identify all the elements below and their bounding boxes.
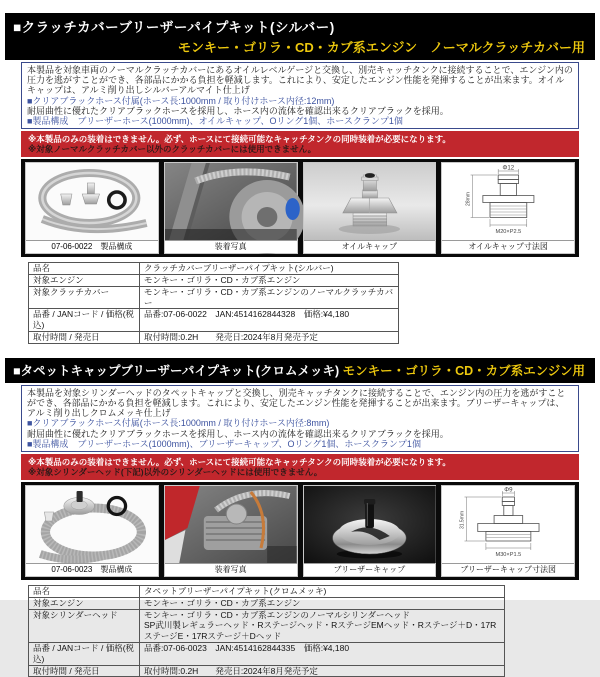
table-row [29,275,399,287]
section1-image-strip [21,159,579,257]
section2-composition: ■製品構成 ブリーザーホース(1000mm)、ブリーザーキャップ、Oリング1個、ホースクランプ1個 [27,438,421,449]
section1-hose-desc: 耐屈曲性に優れたクリアブラックホースを採用し、ホース内の流体を確認出来るクリアブラックを採用。 [27,105,449,116]
spec-value: タペットブリーザーパイプキット(クロムメッキ) [140,586,505,598]
section2-title: ■タペットキャップブリーザーパイプキット(クロムメッキ) [13,363,340,378]
section2-target-engines: モンキー・ゴリラ・CD・カブ系エンジン用 [342,363,585,378]
table-row [29,643,505,666]
breather-cap-dimension-drawing [442,486,574,563]
dim-height-label: 28mm [465,192,472,207]
spec-value: 品番:07-06-0022 JAN:4514162844328 価格:¥4,180 [140,309,399,332]
section2-warning-2: ※対象シリンダーヘッド(下記)以外のシリンダーヘッドには使用できません。 [28,467,323,478]
section2-kit-caption: 07-06-0023 製品構成 [26,563,158,576]
breather-cap-illustration [304,486,436,563]
spec-value: 品番:07-06-0023 JAN:4514162844335 価格:¥4,180 [140,643,505,666]
installation2-photo [165,486,297,563]
section1-oilcap-photo-cell [303,162,437,254]
section2-spec-table [28,585,505,677]
section2-cap-photo-cell [303,485,437,577]
spec-label: 対象エンジン [29,275,140,287]
section2-dimension-caption: ブリーザーキャップ寸法図 [442,563,574,576]
section1-oilcap-caption: オイルキャップ [304,240,436,253]
table-row [29,286,399,309]
spec-label: 対象クラッチカバー [29,286,140,309]
section2-installed-photo-cell [164,485,298,577]
section2-warning-1: ※本製品のみの装着はできません。必ず、ホースにて接続可能なキャッチタンクの同時装着が必要になります。 [28,457,451,468]
section2-installed-caption: 装着写真 [165,563,297,576]
kit-components-illustration [26,163,158,240]
spec-value-line1: モンキー・ゴリラ・CD・カブ系エンジンのノーマルシリンダーヘッド [144,609,411,620]
dim2-diameter-label: Φ9 [504,487,513,494]
oil-cap-photo [304,163,436,240]
section1-kit-caption: 07-06-0022 製品構成 [26,240,158,253]
spec-label: 取付時間 / 発売日 [29,332,140,344]
table-row [29,586,505,598]
spec-value-line2: SP武川製レギュラーヘッド・Rステージヘッド・RステージEMヘッド・Rステージ＋D・17RステージE・17Rステージ＋Dヘッド [144,620,497,642]
section2-cap-caption: ブリーザーキャップ [304,563,436,576]
spec-label: 品名 [29,586,140,598]
spec-label: 対象シリンダーヘッド [29,609,140,642]
section2-image-strip [21,482,579,580]
kit-components-photo [26,163,158,240]
section1-description: 本製品を対象車両のノーマルクラッチカバーにあるオイルレベルゲージと交換し、別売キャッチタンクに接続することで、エンジン内の圧力を逃がすことができ、各部品にかかる負担を軽減します。これにより、安定したエンジン性能を発揮することが出来ます。オイルキャップは、アルミ削り出しシルバーアルマイト仕上げ [27,65,573,96]
breather-cap-dimension-illustration [442,486,574,563]
spec-value: モンキー・ゴリラ・CD・カブ系エンジンのノーマルクラッチカバー [140,286,399,309]
spec-label: 品番 / JANコード / 価格(税込) [29,643,140,666]
section1-kit-photo-cell [25,162,159,254]
installation2-illustration [165,486,297,563]
dim-thread-label: M20×P2.5 [495,229,522,236]
section1-warning-2: ※対象ノーマルクラッチカバー以外のクラッチカバーには使用できません。 [28,144,317,155]
spec-value: 取付時間:0.2H 発売日:2024年8月発売予定 [140,665,505,677]
table-row [29,609,505,642]
section2-header [5,358,595,383]
section1-title: ■クラッチカバーブリーザーパイプキット(シルバー) [13,20,335,35]
dim2-height-label: 31.5mm [459,510,466,530]
dim2-thread-label: M30×P1.5 [495,552,522,558]
section2-description-box [21,385,579,452]
spec-value: クラッチカバーブリーザーパイプキット(シルバー) [140,263,399,275]
section1-warning-box [21,131,579,157]
oil-cap-dimension-illustration [442,163,574,240]
spec-value: モンキー・ゴリラ・CD・カブ系エンジン [140,275,399,287]
spec-value: 取付時間:0.2H 発売日:2024年8月発売予定 [140,332,399,344]
breather-cap-photo [304,486,436,563]
section1-header [5,13,595,60]
section1-installed-photo-cell [164,162,298,254]
section2-kit-photo-cell [25,485,159,577]
section-clutch-cover-kit [0,13,600,344]
section1-description-box [21,62,579,129]
spec-value-multiline [140,609,505,642]
section1-dimension-caption: オイルキャップ寸法図 [442,240,574,253]
spec-label: 対象エンジン [29,597,140,609]
section2-warning-box [21,454,579,480]
section1-warning-1: ※本製品のみの装着はできません。必ず、ホースにて接続可能なキャッチタンクの同時装着が必要になります。 [28,134,451,145]
spec-label: 取付時間 / 発売日 [29,665,140,677]
kit2-components-illustration [26,486,158,563]
table-row [29,597,505,609]
dim-diameter-label: Φ12 [502,165,515,172]
section2-hose-note: ■クリアブラックホース付属(ホース長:1000mm / 取り付けホース内径:8mm) [27,418,330,429]
spec-label: 品名 [29,263,140,275]
table-row [29,263,399,275]
kit2-components-photo [26,486,158,563]
section1-installed-caption: 装着写真 [165,240,297,253]
spec-value: モンキー・ゴリラ・CD・カブ系エンジン [140,597,505,609]
section2-dimension-cell [441,485,575,577]
section1-hose-note: ■クリアブラックホース付属(ホース長:1000mm / 取り付けホース内径:12mm) [27,95,335,106]
spec-label: 品番 / JANコード / 価格(税込) [29,309,140,332]
table-row [29,665,505,677]
oil-cap-dimension-drawing [442,163,574,240]
installation-illustration [165,163,297,240]
table-row [29,309,399,332]
table-row [29,332,399,344]
section1-composition: ■製品構成 ブリーザーホース(1000mm)、オイルキャップ、Oリング1個、ホースクランプ1個 [27,116,403,127]
section1-dimension-cell [441,162,575,254]
oil-cap-illustration [304,163,436,240]
section2-hose-desc: 耐屈曲性に優れたクリアブラックホースを採用し、ホース内の流体を確認出来るクリアブラックを採用。 [27,428,449,439]
installation-photo [165,163,297,240]
section2-description: 本製品を対象シリンダーヘッドのタペットキャップと交換し、別売キャッチタンクに接続することで、エンジン内の圧力を逃がすことができ、各部品にかかる負担を軽減します。これにより、安定したエンジン性能を発揮することが出来ます。ブリーザーキャップは、アルミ削り出しクロムメッキ仕上げ [27,387,566,419]
section1-spec-table [28,262,399,344]
section-tappet-cap-kit [0,358,600,677]
section1-target-engines: モンキー・ゴリラ・CD・カブ系エンジン ノーマルクラッチカバー用 [178,40,585,55]
